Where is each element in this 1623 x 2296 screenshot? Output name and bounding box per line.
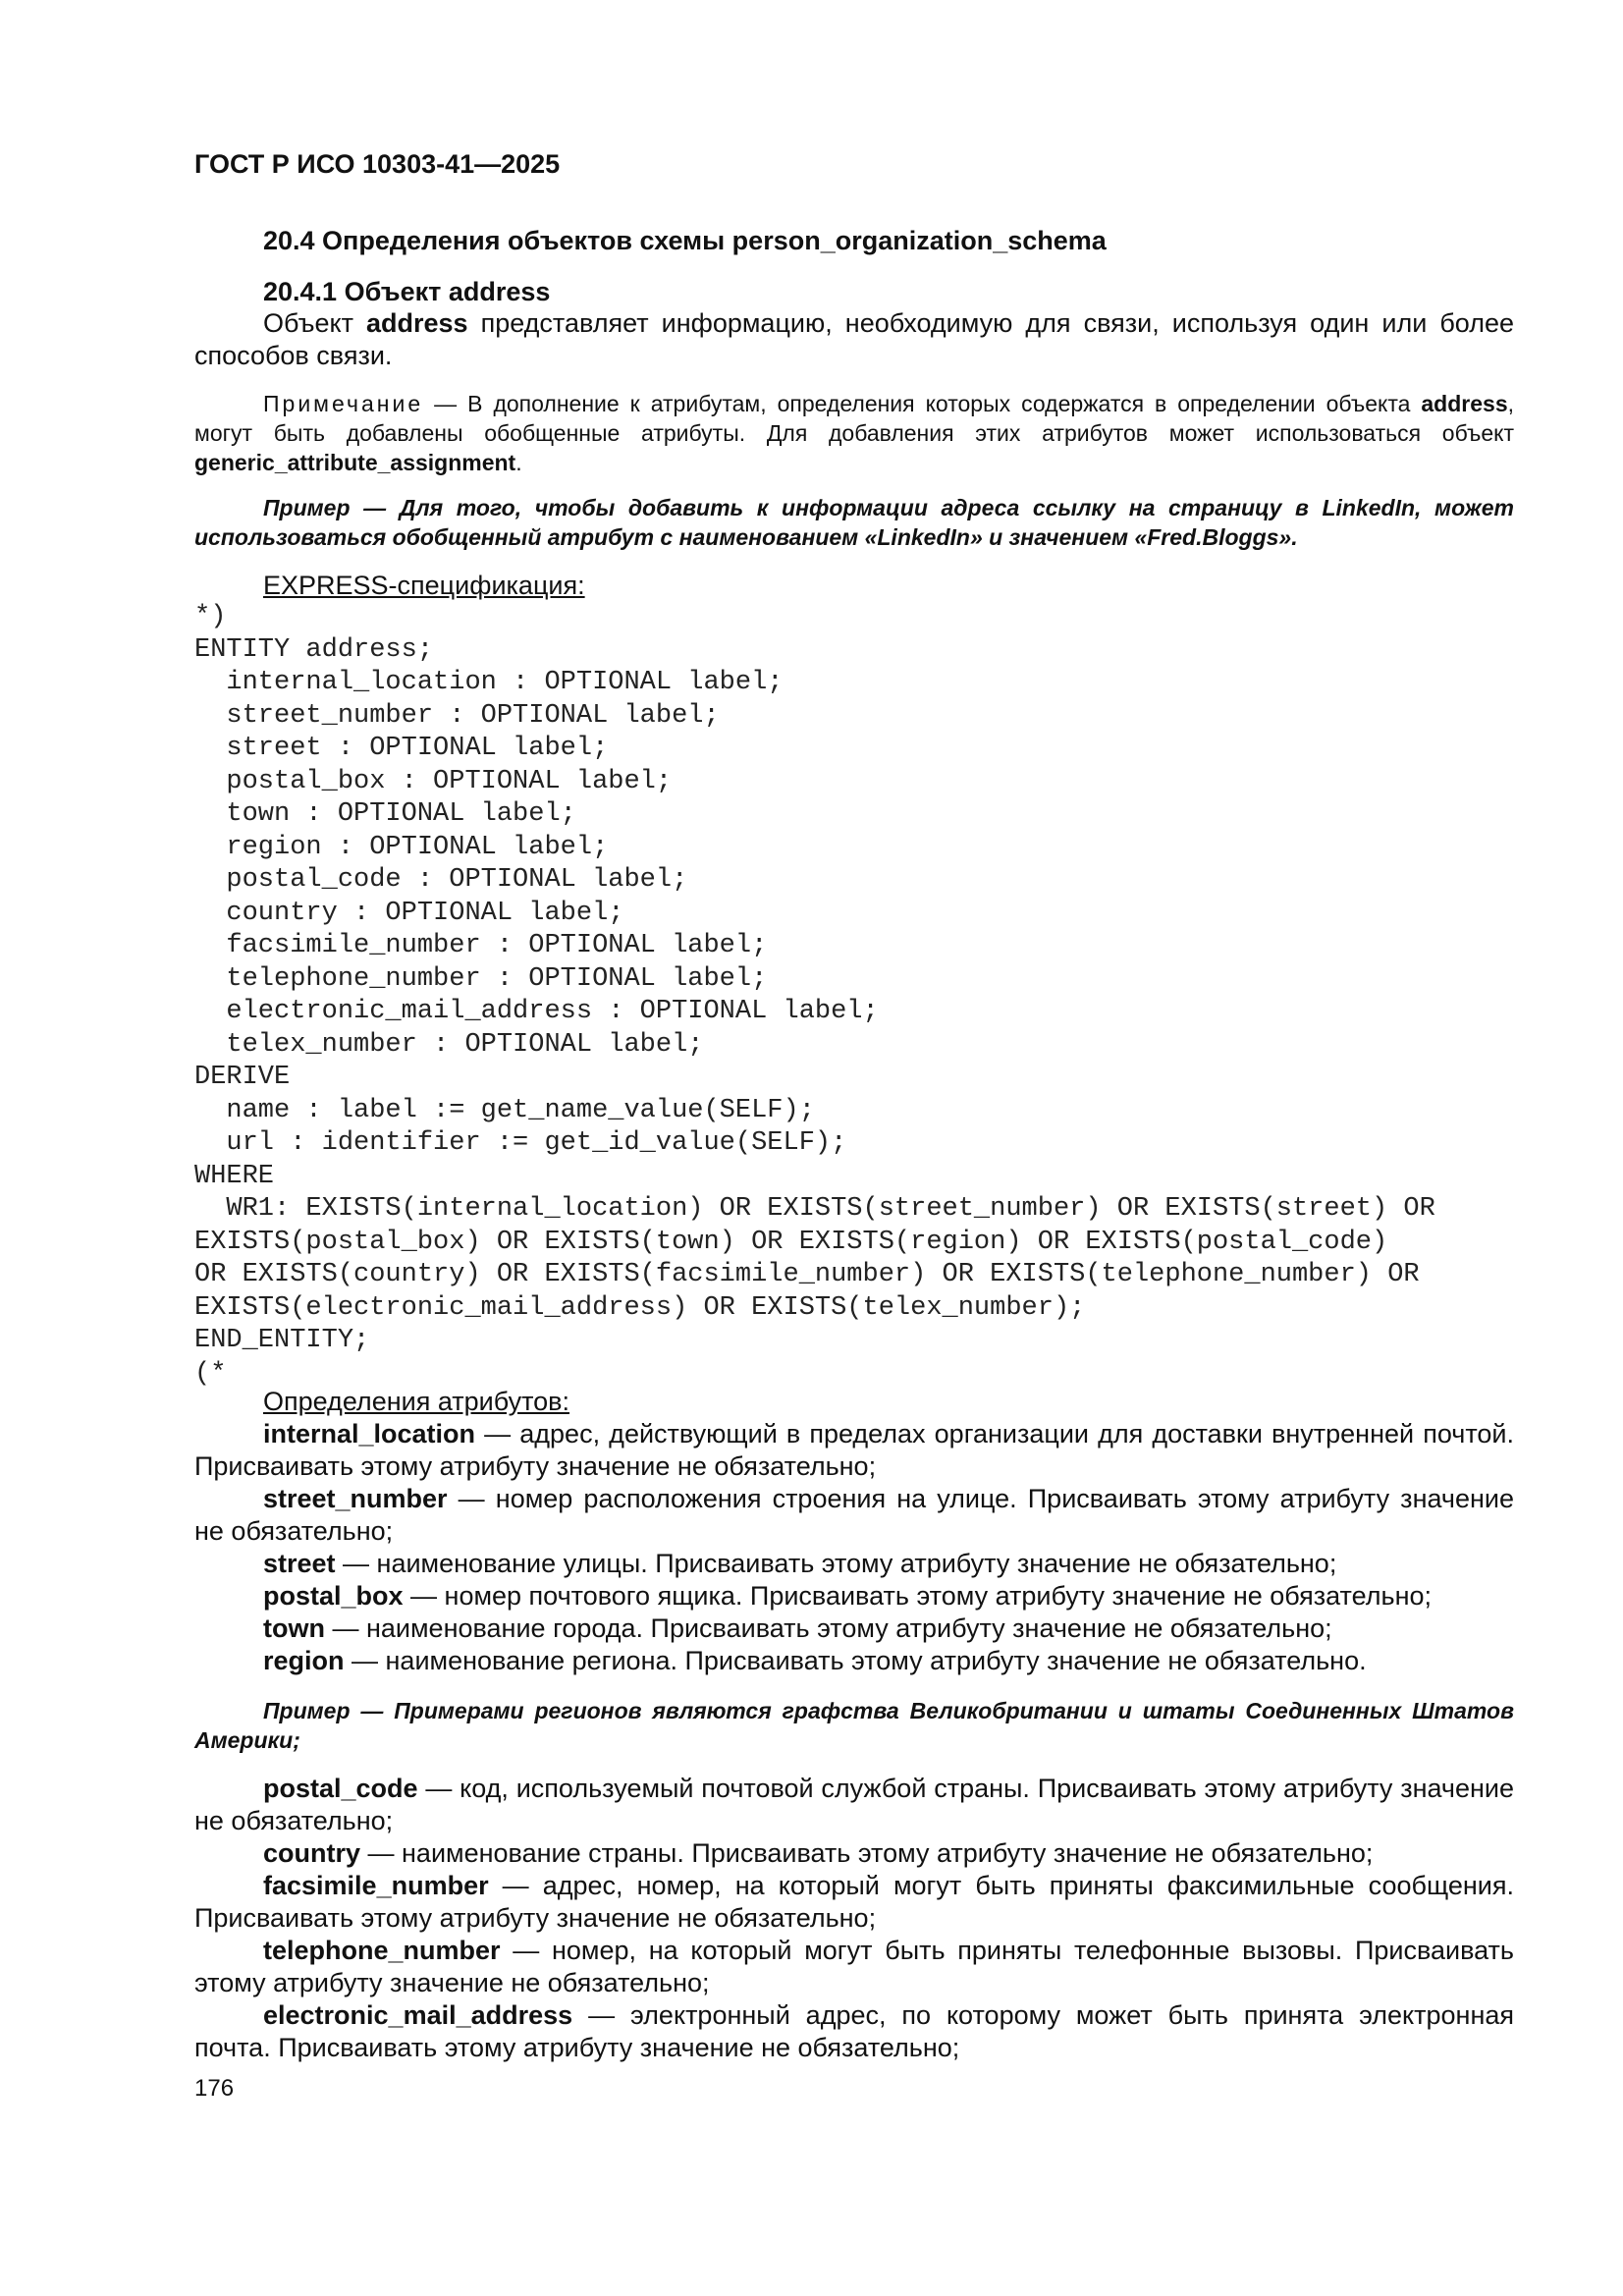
attribute-definition (194, 1773, 1514, 1837)
attribute-description: — адрес, номер, на который могут быть приняты факсимильные сообщения. Присваивать этому атрибуту значение не обязательно; (194, 1871, 1514, 1933)
attribute-description: — электронный адрес, по которому может быть принята электронная почта. Присваивать этому атрибуту значение не обязательно; (194, 2000, 1514, 2062)
intro-text: Объект (263, 308, 366, 338)
attribute-definition (194, 1613, 1514, 1645)
example-regions: Пример — Примерами регионов являются графства Великобритании и штаты Соединенных Штатов Америки; (194, 1698, 1514, 1753)
attribute-definition (194, 1645, 1514, 1677)
attribute-description: — наименование улицы. Присваивать этому атрибуту значение не обязательно; (335, 1549, 1337, 1578)
attribute-description: — код, используемый почтовой службой страны. Присваивать этому атрибуту значение не обязательно; (194, 1774, 1514, 1835)
attribute-description: — наименование региона. Присваивать этому атрибуту значение не обязательно. (344, 1646, 1367, 1675)
attribute-term: postal_code (263, 1774, 418, 1803)
section-title: 20.4 Определения объектов схемы person_organization_schema (263, 226, 1107, 255)
attribute-term: street_number (263, 1484, 448, 1513)
attribute-definition (194, 1483, 1514, 1548)
attribute-term: region (263, 1646, 345, 1675)
attribute-description: — номер расположения строения на улице. Присваивать этому атрибуту значение не обязательно; (194, 1484, 1514, 1546)
attribute-definition (194, 1580, 1514, 1613)
attribute-term: town (263, 1613, 325, 1643)
attribute-definition (194, 1418, 1514, 1483)
express-code-block: *) ENTITY address; internal_location : OPTIONAL label; street_number : OPTIONAL label; street : OPTIONAL label; postal_box : OPTIONAL label; town : OPTIONAL label; region : OPTIONAL label; postal_code : OPTIONAL label; country : OPTIONAL label; facsimile_number : OPTIONAL label; telephone_number : OPTIONAL label; electronic_mail_address : OPTIONAL label; telex_number : OPTIONAL label; DERIVE name : label := get_name_value(SELF); url : identifier := get_id_value(SELF); WHERE WR1: EXISTS(internal_location) OR EXISTS(street_number) OR EXISTS(street) OR EXISTS(postal_box) OR EXISTS(town) OR EXISTS(region) OR EXISTS(postal_code) OR EXISTS(country) OR EXISTS(facsimile_number) OR EXISTS(telephone_number) OR EXISTS(electronic_mail_address) OR EXISTS(telex_number); END_ENTITY; (* (194, 602, 1435, 1389)
attribute-definitions (194, 1386, 1514, 1677)
attribute-term: electronic_mail_address (263, 2000, 573, 2030)
attribute-definitions-cont (194, 1773, 1514, 2064)
note-term: address (1421, 391, 1508, 416)
attribute-term: country (263, 1838, 361, 1868)
attribute-list (194, 1418, 1514, 1677)
attribute-definition (194, 1999, 1514, 2064)
intro-text: представляет информацию, необходимую для связи, используя один или более способов связи. (194, 308, 1515, 370)
note-text: . (515, 450, 522, 475)
note-term: generic_attribute_assignment (194, 450, 516, 475)
intro-term: address (366, 308, 468, 338)
attributes-heading: Определения атрибутов: (263, 1387, 570, 1416)
document-header: ГОСТ Р ИСО 10303-41—2025 (194, 149, 561, 179)
attribute-description: — наименование страны. Присваивать этому атрибуту значение не обязательно; (360, 1838, 1374, 1868)
attribute-term: postal_box (263, 1581, 404, 1611)
attribute-description: — номер, на который могут быть приняты телефонные вызовы. Присваивать этому атрибуту значение не обязательно; (194, 1936, 1514, 1997)
express-heading: EXPRESS-спецификация: (263, 571, 585, 600)
attribute-term: telephone_number (263, 1936, 501, 1965)
attribute-description: — адрес, действующий в пределах организации для доставки внутренней почтой. Присваивать этому атрибуту значение не обязательно; (194, 1419, 1514, 1481)
attribute-description: — номер почтового ящика. Присваивать этому атрибуту значение не обязательно; (403, 1581, 1432, 1611)
attribute-term: internal_location (263, 1419, 476, 1449)
attribute-definition (194, 1870, 1514, 1935)
note-text: , могут быть добавлены обобщенные атрибуты. Для добавления этих атрибутов может использоваться объект (194, 391, 1514, 446)
attribute-definition (194, 1935, 1514, 1999)
attribute-term: street (263, 1549, 336, 1578)
attribute-definition (194, 1548, 1514, 1580)
note-paragraph (194, 389, 1514, 477)
intro-paragraph (194, 307, 1514, 372)
attribute-definition (194, 1837, 1514, 1870)
note-label: Примечание (263, 391, 424, 416)
example-linkedin: Пример — Для того, чтобы добавить к информации адреса ссылку на страницу в LinkedIn, может использоваться обобщенный атрибут с наименованием «LinkedIn» и значением «Fred.Bloggs». (194, 495, 1514, 550)
attribute-term: facsimile_number (263, 1871, 489, 1900)
page-number: 176 (194, 2075, 235, 2102)
attribute-list (194, 1773, 1514, 2064)
subsection-title: 20.4.1 Объект address (263, 277, 551, 306)
attribute-description: — наименование города. Присваивать этому атрибуту значение не обязательно; (324, 1613, 1332, 1643)
note-text: — В дополнение к атрибутам, определения которых содержатся в определении объекта (423, 391, 1422, 416)
